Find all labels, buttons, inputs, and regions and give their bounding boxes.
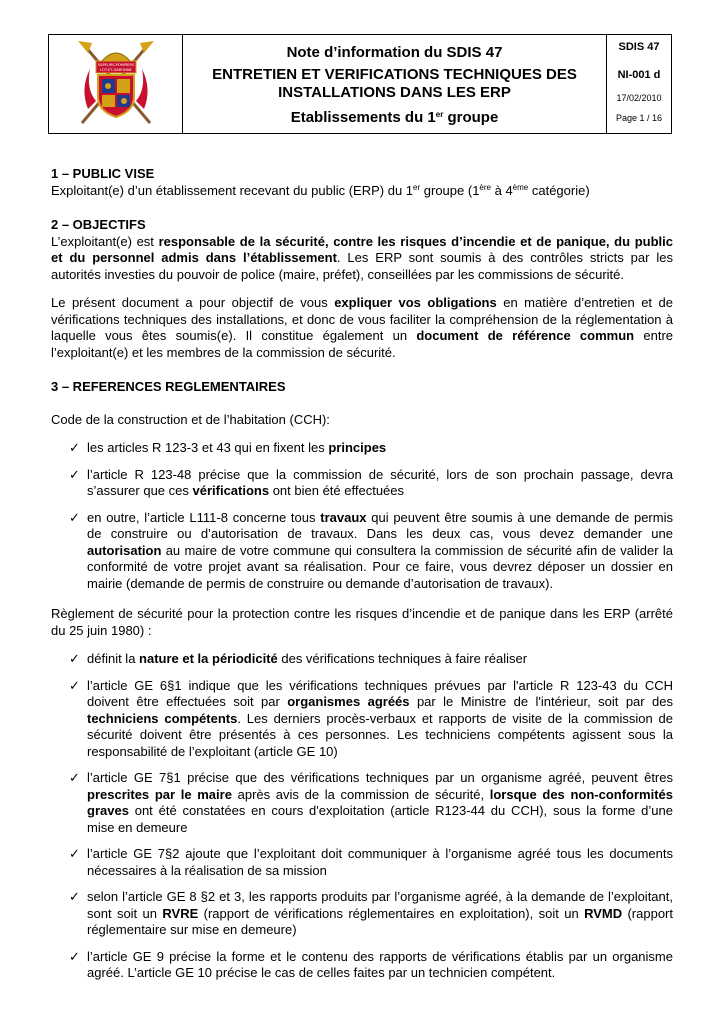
r3-text-2: après avis de la commission de sécurité, [231, 786, 490, 802]
r2-bold-1: organismes agréés [287, 694, 410, 709]
r2-text-3: . Les derniers procès-verbaux et rapports de visite de la commission de sécurité doivent être présentés à ces personnes. Les techniciens compétents agissent sous la responsabilité de l’exploitant (article GE 10) [87, 710, 673, 759]
r5-text-3: (rapport réglementaire sur mise en demeure) [87, 905, 673, 937]
check-icon: ✓ [69, 677, 80, 693]
group-title-sup: er [435, 110, 444, 119]
c2-text: l’article R 123-48 précise que la commission de sécurité, lors de son prochain passage, devra s’assurer que ces [87, 466, 673, 498]
s2-p2-bold-1: expliquer vos obligations [334, 295, 497, 310]
subject-line-1: ENTRETIEN ET VERIFICATIONS TECHNIQUES DES [212, 66, 577, 83]
list-item [51, 467, 673, 500]
list-item [51, 770, 673, 836]
objectifs-paragraph-2 [51, 295, 673, 361]
list-item [51, 510, 673, 593]
c2-bold: vérifications [192, 483, 270, 498]
c3-bold-1: travaux [320, 509, 367, 525]
section-3-title: 3 – REFERENCES REGLEMENTAIRES [51, 379, 286, 394]
r5-text-2: (rapport de vérifications réglementaires en exploitation), soit un [198, 905, 585, 921]
r5-bold-2: RVMD [584, 905, 623, 921]
section-2-title: 2 – OBJECTIFS [51, 217, 146, 232]
r3-bold-2: lorsque des non-conformités graves [87, 786, 674, 818]
r2-text-2: par le Ministre de l'intérieur, soit par des [409, 694, 673, 709]
logo-line-1: SAPEURS-POMPIERS [97, 63, 134, 67]
s1-text-1: Exploitant(e) d’un établissement recevant du public (ERP) du 1 [51, 182, 414, 198]
org-code: SDIS 47 [618, 41, 660, 53]
r4-text: l’article GE 7§2 ajoute que l’exploitant doit communiquer à l’organisme agréé tous les documents nécessaires à la réalisation de sa mission [87, 846, 673, 878]
reglement-intro: Règlement de sécurité pour la protection contre les risques d’incendie et de panique dans les ERP (arrêté du 25 juin 1980) : [51, 606, 673, 638]
list-item [51, 949, 673, 982]
document-ref: NI-001 d [617, 69, 661, 81]
list-item [51, 846, 673, 879]
s1-sup-3: ème [512, 182, 529, 192]
c1-bold: principes [328, 440, 387, 455]
objectifs-paragraph-1 [51, 234, 673, 284]
r5-bold-1: RVRE [162, 905, 199, 921]
subject-line-2: INSTALLATIONS DANS LES ERP [278, 84, 511, 101]
document-body [51, 166, 673, 992]
section-1-title: 1 – PUBLIC VISE [51, 166, 155, 181]
cch-intro: Code de la construction et de l’habitation (CCH): [51, 411, 330, 427]
list-item [51, 440, 673, 457]
c2-text-end: ont bien été effectuées [269, 483, 405, 498]
header-title-cell [183, 35, 607, 133]
r1-text-end: des vérifications techniques à faire réaliser [277, 651, 528, 666]
check-icon: ✓ [69, 846, 80, 861]
s1-sup-1: er [413, 182, 421, 192]
document-date: 17/02/2010 [616, 93, 662, 103]
logo-line-2: LOT-ET-GARONNE [99, 68, 132, 72]
r1-text: définit la [87, 651, 140, 666]
r3-bold-1: prescrites par le maire [87, 786, 232, 802]
header-meta-cell [607, 35, 671, 133]
group-title-text: Etablissements du 1 [290, 109, 436, 126]
group-title-suffix: groupe [443, 109, 499, 126]
document-header [48, 34, 672, 134]
c3-text: en outre, l’article L111-8 concerne tous [87, 509, 321, 525]
list-item [51, 678, 673, 761]
list-item [51, 651, 673, 668]
s1-text-3: à 4 [490, 182, 513, 198]
r2-bold-2: techniciens compétents [87, 710, 238, 726]
s2-p1-c: . Les ERP sont soumis à des contrôles stricts par les autorités investies du pouvoir de police (maire, préfet), conseillées par les commissions de sécurité. [51, 250, 673, 282]
s2-p2-bold-2: document de référence commun [416, 328, 635, 343]
c1-text: les articles R 123-3 et 43 qui en fixent les [87, 440, 329, 455]
check-icon: ✓ [69, 889, 80, 904]
check-icon: ✓ [69, 466, 80, 482]
check-icon: ✓ [69, 651, 80, 666]
s2-p2-c: en matière d’entretien et de vérifications techniques des installations, et donc de vous faciliter la compréhension de la réglementation à laquelle vous êtes soumis(e). Il constitue également un [51, 295, 673, 343]
s2-p2-e: entre l’exploitant(e) et les membres de la commission de sécurité. [51, 328, 674, 360]
c3-text-3: au maire de votre commune qui consultera la commission de sécurité afin de valider la conformité de votre projet avant sa réalisation. Pour ce faire, vous devrez déposer un dossier en mairie (demande de permis de construire ou demande d’autorisation de travaux). [87, 542, 673, 591]
r3-text: l’article GE 7§1 précise que des vérifications techniques par un organisme agréé, peuvent êtres [87, 770, 673, 785]
sdis47-logo [72, 39, 160, 129]
s2-p2-a: Le présent document a pour objectif de vous [51, 295, 335, 310]
r3-text-3: ont été constatées en cours d'exploitation (article R123-44 du CCH), sous la forme d’une mise en demeure [87, 803, 673, 835]
s1-text-4: catégorie) [528, 182, 590, 198]
c3-text-2: qui peuvent être soumis à une demande de permis de construire ou d’autorisation de travaux. Dans les deux cas, vous devez demander une [87, 509, 673, 541]
s2-p1-bold: responsable de la sécurité, contre les risques d’incendie et de panique, du public et du personnel admis dans l’établissement [51, 233, 673, 265]
check-icon: ✓ [69, 770, 80, 785]
check-icon: ✓ [69, 948, 80, 964]
r1-bold: nature et la périodicité [139, 651, 278, 666]
reglement-list [51, 651, 673, 982]
s1-text-2: groupe (1 [420, 182, 480, 198]
r5-text: selon l’article GE 8 §2 et 3, les rapports produits par l’organisme agréé, à la demande de l’exploitant, sont soit un [87, 889, 673, 921]
cch-list [51, 440, 673, 592]
check-icon: ✓ [69, 509, 80, 525]
establishment-group-title [183, 109, 606, 127]
public-vise-text [51, 183, 673, 200]
r6-text: l’article GE 9 précise la forme et le contenu des rapports de vérifications établis par un organisme agréé. L’article GE 10 précise le cas de celles faites par un technicien compétent. [87, 948, 673, 980]
list-item [51, 889, 673, 939]
c3-bold-2: autorisation [87, 542, 162, 558]
s2-p1-a: L’exploitant(e) est [51, 233, 159, 249]
logo-cell [49, 35, 183, 133]
check-icon: ✓ [69, 440, 80, 455]
page-number: Page 1 / 16 [615, 113, 663, 123]
s1-sup-2: ère [479, 182, 491, 192]
note-title: Note d’information du SDIS 47 [286, 44, 503, 61]
r2-text: l’article GE 6§1 indique que les vérifications techniques prévues par l'article R 123-43 du CCH doivent être effectuées soit par [87, 677, 673, 709]
